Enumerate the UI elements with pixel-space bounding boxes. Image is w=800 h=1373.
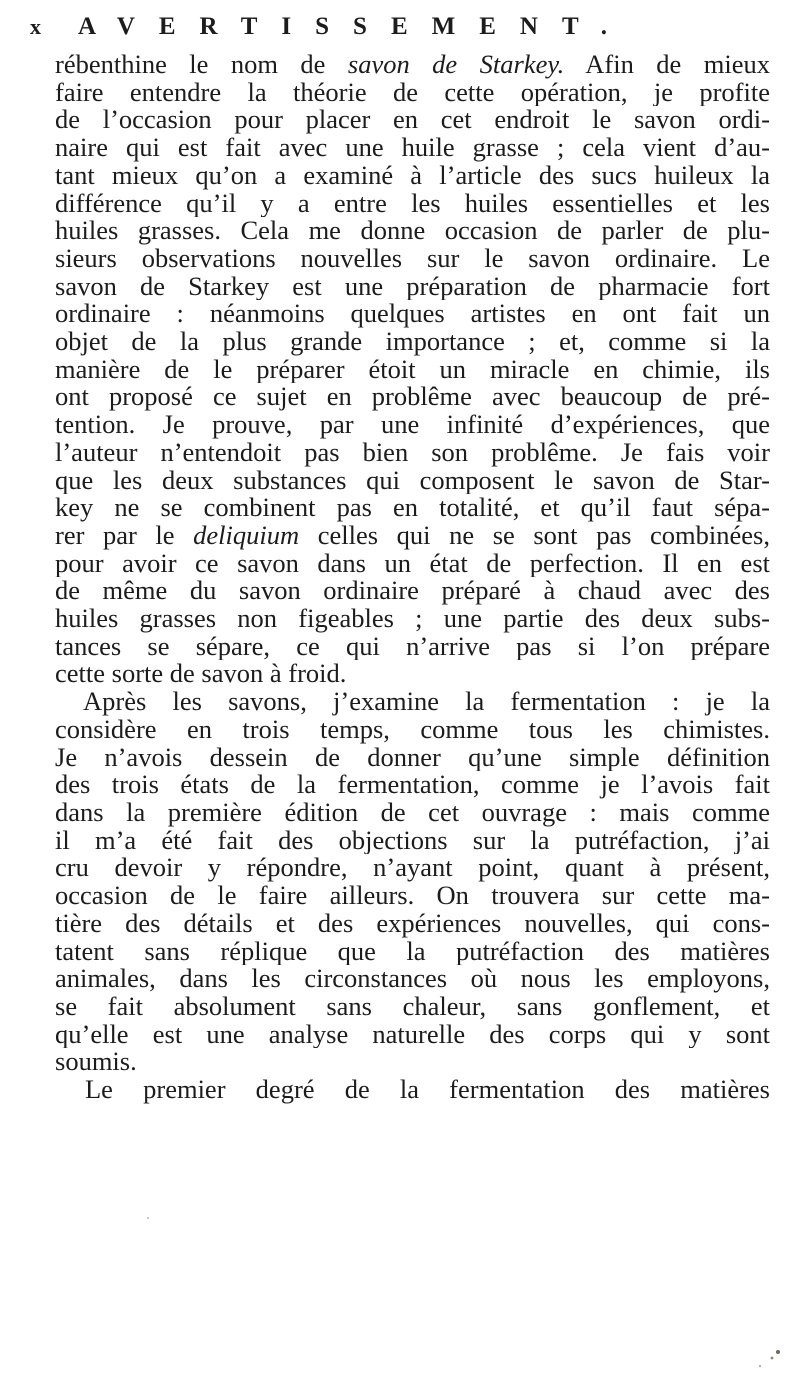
running-header: [30, 10, 710, 44]
text-line: pour avoir ce savon dans un état de perfection. Il en est: [55, 549, 770, 578]
text-line: soumis.: [55, 1048, 137, 1077]
text-line: objet de la plus grande importance ; et, comme si la: [55, 328, 770, 356]
ink-speck: [147, 1217, 149, 1219]
text-line: huiles grasses. Cela me donne occasion de parler de plu-: [55, 217, 770, 245]
text-line: naire qui est fait avec une huile grasse ; cela vient d’au-: [55, 134, 770, 162]
emphasized-phrase: savon de Starkey.: [347, 51, 565, 79]
text-line: considère en trois temps, comme tous les chimistes.: [55, 715, 770, 744]
text-line: Après les savons, j’examine la fermentation : je la: [83, 688, 770, 716]
emphasized-phrase: deliquium: [193, 521, 300, 550]
text-line: tention. Je prouve, par une infinité d’expériences, que: [55, 411, 770, 439]
text-line: Je n’avois dessein de donner qu’une simple définition: [55, 743, 770, 772]
text-line: l’auteur n’entendoit pas bien son problême. Je fais voir: [55, 438, 770, 467]
page-signature-mark: x: [30, 14, 41, 39]
text-line: savon de Starkey est une préparation de pharmacie fort: [55, 272, 770, 301]
text-line: cru devoir y répondre, n’ayant point, quant à présent,: [55, 854, 770, 883]
text-line: ordinaire : néanmoins quelques artistes en ont fait un: [55, 300, 770, 329]
ink-speck: [771, 1357, 774, 1360]
text-line: tances se sépare, ce qui n’arrive pas si l’on prépare: [55, 632, 770, 661]
body-text: [55, 51, 770, 1104]
text-line: ont proposé ce sujet en problême avec beaucoup de pré-: [55, 383, 770, 412]
text-line: occasion de le faire ailleurs. On trouvera sur cette ma-: [55, 882, 770, 910]
text-line: tant mieux qu’on a examiné à l’article des sucs huileux la: [55, 161, 770, 190]
text-line: différence qu’il y a entre les huiles essentielles et les: [55, 189, 770, 218]
ink-speck: [776, 1350, 780, 1354]
text-line: de même du savon ordinaire préparé à chaud avec des: [55, 577, 770, 606]
text-line: sieurs observations nouvelles sur le savon ordinaire. Le: [55, 244, 770, 273]
text-line: cette sorte de savon à froid.: [55, 660, 347, 689]
page-title: AVERTISSEMENT.: [78, 13, 632, 40]
text-line: faire entendre la théorie de cette opération, je profite: [55, 78, 770, 107]
text-line: [55, 51, 770, 79]
text-line: Le premier degré de la fermentation des matières: [85, 1076, 770, 1104]
line-17: rer par le deliquium celles qui ne se sont pas combinées,: [55, 521, 770, 550]
ink-speck: [759, 1365, 761, 1367]
text-line: se fait absolument sans chaleur, sans gonflement, et: [55, 992, 770, 1021]
text-line: tière des détails et des expériences nouvelles, qui cons-: [55, 909, 770, 938]
text-line: qu’elle est une analyse naturelle des corps qui y sont: [55, 1020, 770, 1049]
text-line: key ne se combinent pas en totalité, et qu’il faut sépa-: [55, 494, 770, 522]
text-line: des trois états de la fermentation, comme je l’avois fait: [55, 771, 770, 799]
text-line: manière de le préparer étoit un miracle en chimie, ils: [55, 355, 770, 384]
text-line: dans la première édition de cet ouvrage : mais comme: [55, 798, 770, 827]
text-line: huiles grasses non figeables ; une partie des deux subs-: [55, 605, 770, 633]
text-line: animales, dans les circonstances où nous les employons,: [55, 965, 770, 993]
text-line: de l’occasion pour placer en cet endroit le savon ordi-: [55, 106, 770, 135]
line-0: rébenthine le nom de savon de Starkey. Afin de mieux: [55, 51, 770, 79]
text-line: il m’a été fait des objections sur la putréfaction, j’ai: [55, 826, 770, 855]
text-line: tatent sans réplique que la putréfaction des matières: [55, 937, 770, 966]
text-line: que les deux substances qui composent le savon de Star-: [55, 466, 770, 495]
text-line: [55, 522, 770, 550]
